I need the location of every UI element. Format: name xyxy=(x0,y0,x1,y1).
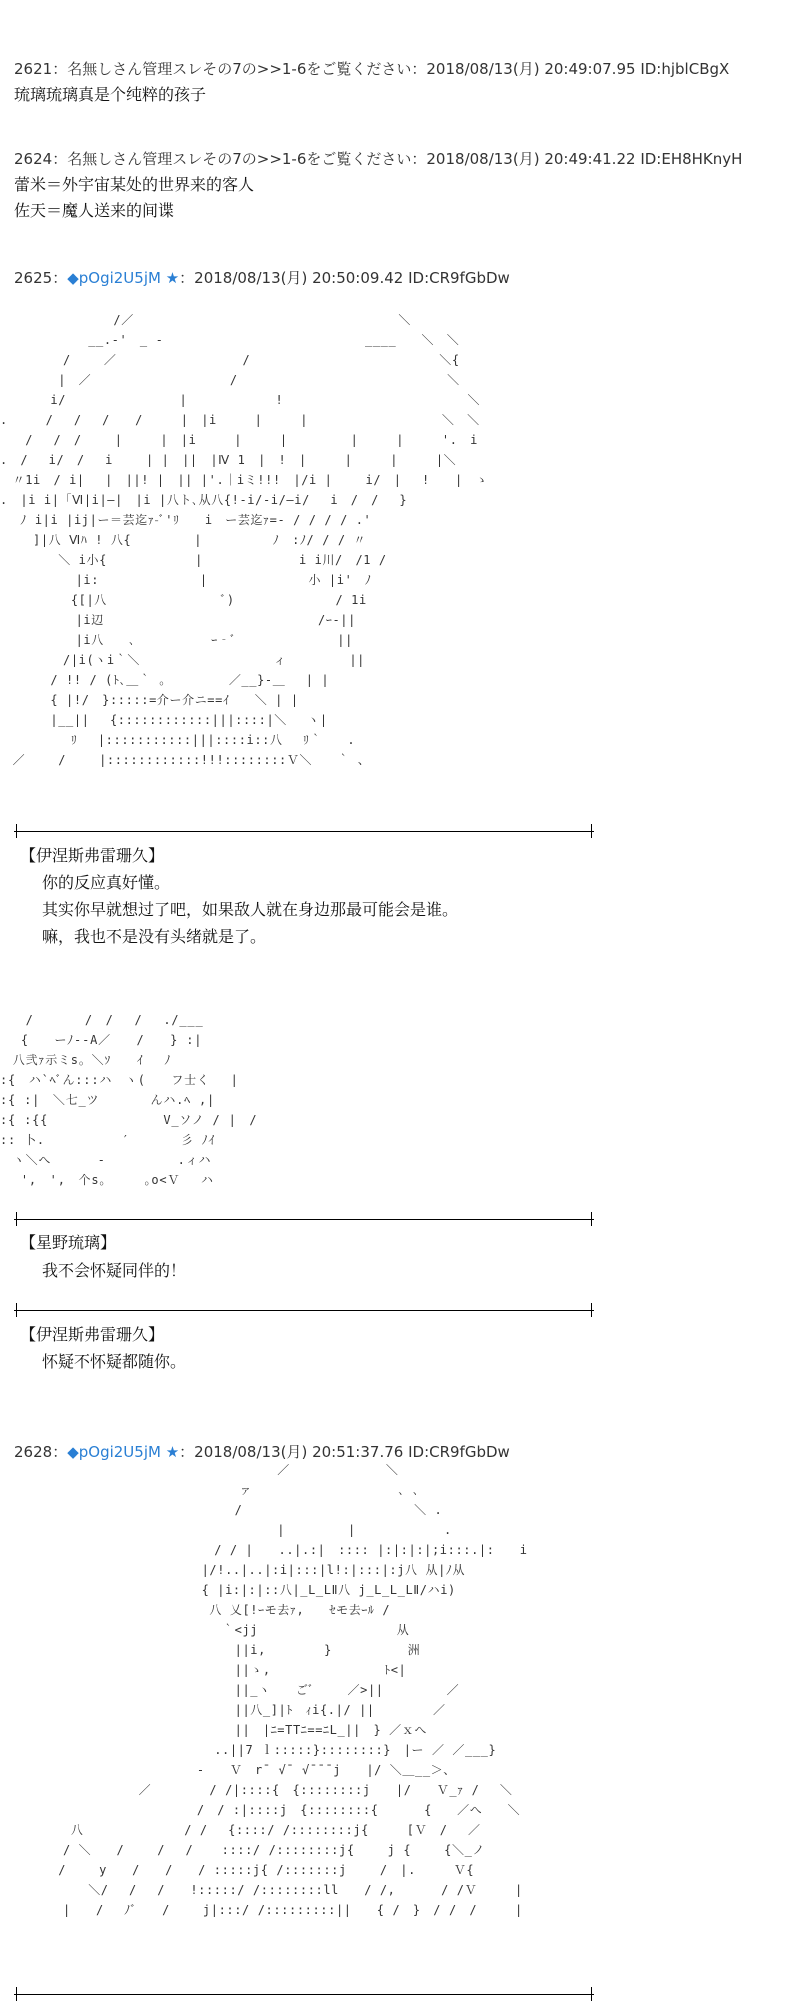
poster-id[interactable]: ID:hjblCBgX xyxy=(640,60,730,78)
poster-name: 名無しさん管理スレその7の>>1-6をご覧ください xyxy=(67,150,412,168)
post-datetime: ：2018/08/13(月) 20:51:37.76 xyxy=(179,1443,404,1461)
ascii-art-character-3: ／ ＼ ァ ､ ､ / ＼ . | | . / / | ..|.:| :::: |:|:|:|;i:::.|: i |/!..|..|:i|:::|l!:|:::|:j八 从|ﾉ从 { |i:|:|::八|_L_LⅡ八 j_L_L_LⅡ/ハi) 八 乂[!ｰモ去ｧ, ｾモ去ｰﾙ / ｀<jj 从 ||i, } 洲 ||ゝ, ﾄ<| ||_ヽ ごﾞ ／>|| ／ ||八_]|ﾄ ｨi{.|/ || ／ || |ﾆ=TTﾆ==ﾆL_|| } ／ｘへ ..||7 ｌ:::::}::::::::} |ー ／ ／___} - Ｖ r¯ √¯ √¯¯¯j |/ ＼＿__＞、 ／ / /|::::{ {::::::::j |/ Ｖ_ｧ / ＼ / / :|::::j {::::::::{ { ／へ ＼ 八 / / {::::/ /::::::::j{ [Ｖ / ／ / ＼ / / / ::::/ /::::::::j{ j { {＼_ノ / y / / / :::::j{ /:::::::j / |. Ｖ{ ＼/ / / !:::::/ /::::::::ll / /, / /Ｖ | | / ﾉﾞ / j|:::/ /:::::::::|| { / } / / / | xyxy=(58,1463,528,1917)
post-datetime: ：2018/08/13(月) 20:49:07.95 xyxy=(411,60,636,78)
scene-divider xyxy=(14,831,594,832)
post-number[interactable]: 2628 xyxy=(14,1443,53,1461)
scene-divider xyxy=(14,1310,594,1311)
poster-id[interactable]: ID:EH8HKnyH xyxy=(640,150,743,168)
post-datetime: ：2018/08/13(月) 20:49:41.22 xyxy=(411,150,636,168)
post-body-line: 蕾米＝外宇宙某处的世界来的客人 xyxy=(14,175,255,194)
scene-divider xyxy=(14,1219,594,1220)
post-number[interactable]: 2621 xyxy=(14,60,53,78)
post-header xyxy=(14,1441,510,1462)
post-header xyxy=(14,267,510,288)
ascii-art-character-1: /／ ＼ __.-' _ - ____ ＼ ＼ / ／ / ＼{ | ／ / ＼ i/ | ! ＼ . / / / / | |i | | ＼ ＼ / / / | | |i | | | | '. i . / i/ / i | | || |Ⅳ 1 | ! | | | |＼ 〃1i / i| | ||! | || |'.｜iミ!!! |/i | i/ | ! | ゝ . |i i|「Ⅵ|i|―| |i |八ト､从八{!-i/-i/―i/ i / / } ﾉ i|i |ij|ー＝芸迄ｧ-ﾞ'ﾘ i ー芸迄ｧ=- / / / / .' ]|八 Ⅵﾊ ! 八{ | ﾉ :ﾉ/ / / 〃 ＼ i小{ | i i川/ /1 / |i: | 小 |i' ﾉ {[|八 ﾞ) / 1i |i辺 /ｰ-|| |i八 ､ ｰ‐ﾞ || /|i(ヽi｀＼ ィ || / !! / (ﾄ､＿｀ 。 ／__}-＿ | | { |!/ }:::::=介ー介ニ==ｲ ＼ | | |__|| {::::::::::::|||::::|＼ ヽ| ﾘ |:::::::::::|||::::i::八 ﾘ｀ . ／ / |::::::::::::!!!::::::::Ｖ＼ ｀ 、 xyxy=(0,313,489,767)
poster-name: 名無しさん管理スレその7の>>1-6をご覧ください xyxy=(67,60,412,78)
post-datetime: ：2018/08/13(月) 20:50:09.42 xyxy=(179,269,404,287)
dialogue-line: 你的反应真好懂。 xyxy=(42,873,171,892)
separator: ： xyxy=(52,60,68,78)
speaker-label: 【伊涅斯弗雷珊久】 xyxy=(20,1325,165,1344)
dialogue-line: 怀疑不怀疑都随你。 xyxy=(42,1352,187,1371)
ascii-art-character-2: / / / / ./___ { ーﾉ-‐A／ / } :| 八弐ｧ示ミs。＼ｿ ｲ ﾉ :{ ハ`ﾍﾞん:::ハ ヽ( フ士く | :{ :| ＼七_ツ んハ.ﾍ ,| :{ :{{ V_ソノ / | / :: 卜. ′ 彡 ﾉｲ ヽ＼へ - .ィハ ', ', 个s｡ ｡o<Ｖ ハ xyxy=(0,1013,258,1187)
speaker-label: 【星野琉璃】 xyxy=(20,1233,117,1252)
speaker-label: 【伊涅斯弗雷珊久】 xyxy=(20,846,165,865)
post-number[interactable]: 2625 xyxy=(14,269,53,287)
poster-id[interactable]: ID:CR9fGbDw xyxy=(408,269,510,287)
poster-trip: ◆pOgi2U5jM ★ xyxy=(67,1443,180,1461)
separator: ： xyxy=(52,150,68,168)
poster-trip: ◆pOgi2U5jM ★ xyxy=(67,269,180,287)
dialogue-line: 嘛，我也不是没有头绪就是了。 xyxy=(42,927,267,946)
post-body-line: 琉璃琉璃真是个纯粹的孩子 xyxy=(14,85,207,104)
post-header xyxy=(14,58,729,79)
separator: ： xyxy=(52,1443,68,1461)
separator: ： xyxy=(52,269,68,287)
post-body-line: 佐天＝魔人送来的间谍 xyxy=(14,201,175,220)
scene-divider xyxy=(14,1994,594,1995)
poster-id[interactable]: ID:CR9fGbDw xyxy=(408,1443,510,1461)
dialogue-line: 我不会怀疑同伴的！ xyxy=(42,1261,187,1280)
post-header xyxy=(14,148,742,169)
post-number[interactable]: 2624 xyxy=(14,150,53,168)
dialogue-line: 其实你早就想过了吧，如果敌人就在身边那最可能会是谁。 xyxy=(42,900,459,919)
